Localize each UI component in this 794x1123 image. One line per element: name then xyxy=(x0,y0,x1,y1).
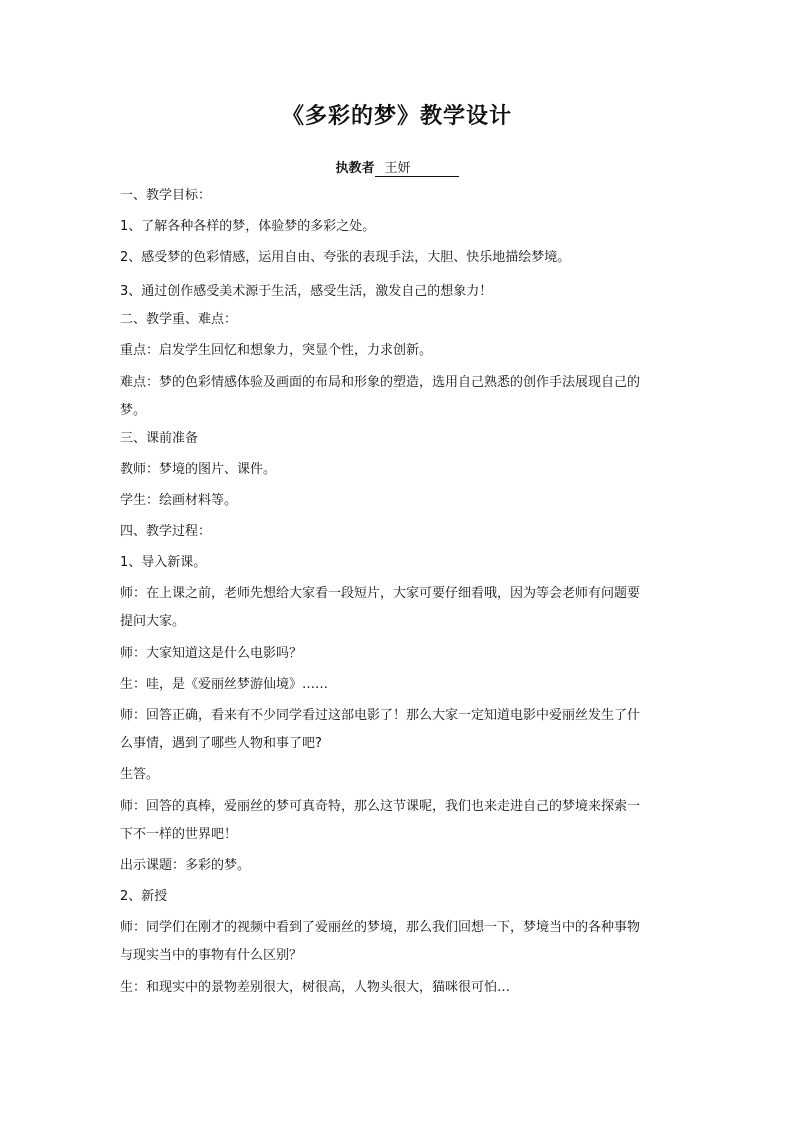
text-line: 提问大家。 xyxy=(120,614,186,629)
text-line: 出示课题：多彩的梦。 xyxy=(120,858,251,873)
text-line: 2、新授 xyxy=(120,889,168,904)
text-line: 师：同学们在刚才的视频中看到了爱丽丝的梦境，那么我们回想一下，梦境当中的各种事物 xyxy=(120,920,641,935)
text-line: 师：回答的真棒，爱丽丝的梦可真奇特，那么这节课呢，我们也来走进自己的梦境来探索一 xyxy=(120,799,641,814)
document-title: 《多彩的梦》教学设计 xyxy=(281,104,512,129)
text-line: 三、课前准备 xyxy=(120,431,199,446)
text-line: 师：大家知道这是什么电影吗？ xyxy=(120,646,303,661)
text-line: 四、教学过程： xyxy=(120,524,212,539)
text-line: 么事情，遇到了哪些人物和事了吧? xyxy=(120,736,322,751)
text-line: 二、教学重、难点： xyxy=(120,312,238,327)
author-line xyxy=(0,160,794,178)
text-line: 生：哇，是《爱丽丝梦游仙境》…… xyxy=(120,677,329,692)
text-line: 生答。 xyxy=(120,767,160,782)
text-line: 重点：启发学生回忆和想象力，突显个性，力求创新。 xyxy=(120,343,433,358)
text-line: 生：和现实中的景物差别很大，树很高，人物头很大，猫咪很可怕… xyxy=(120,980,511,995)
text-line: 师：回答正确，看来有不少同学看过这部电影了！那么大家一定知道电影中爱丽丝发生了什 xyxy=(120,708,641,723)
author-name: 王妍 xyxy=(375,161,459,177)
text-line: 梦。 xyxy=(120,403,147,418)
text-line: 2、感受梦的色彩情感，运用自由、夸张的表现手法，大胆、快乐地描绘梦境。 xyxy=(120,250,571,265)
text-line: 难点：梦的色彩情感体验及画面的布局和形象的塑造，选用自己熟悉的创作手法展现自己的 xyxy=(120,375,641,390)
text-line: 3、通过创作感受美术源于生活，感受生活，激发自己的想象力！ xyxy=(120,284,493,299)
text-line: 1、导入新课。 xyxy=(120,555,207,570)
text-line: 师：在上课之前，老师先想给大家看一段短片，大家可要仔细看哦，因为等会老师有问题要 xyxy=(120,586,641,601)
text-line: 一、教学目标： xyxy=(120,188,212,203)
text-line: 与现实当中的事物有什么区别？ xyxy=(120,948,303,963)
text-line: 学生：绘画材料等。 xyxy=(120,493,238,508)
author-label: 执教者 xyxy=(335,161,375,176)
text-line: 下不一样的世界吧！ xyxy=(120,827,238,842)
text-line: 1、了解各种各样的梦，体验梦的多彩之处。 xyxy=(120,219,376,234)
text-line: 教师：梦境的图片、课件。 xyxy=(120,462,277,477)
